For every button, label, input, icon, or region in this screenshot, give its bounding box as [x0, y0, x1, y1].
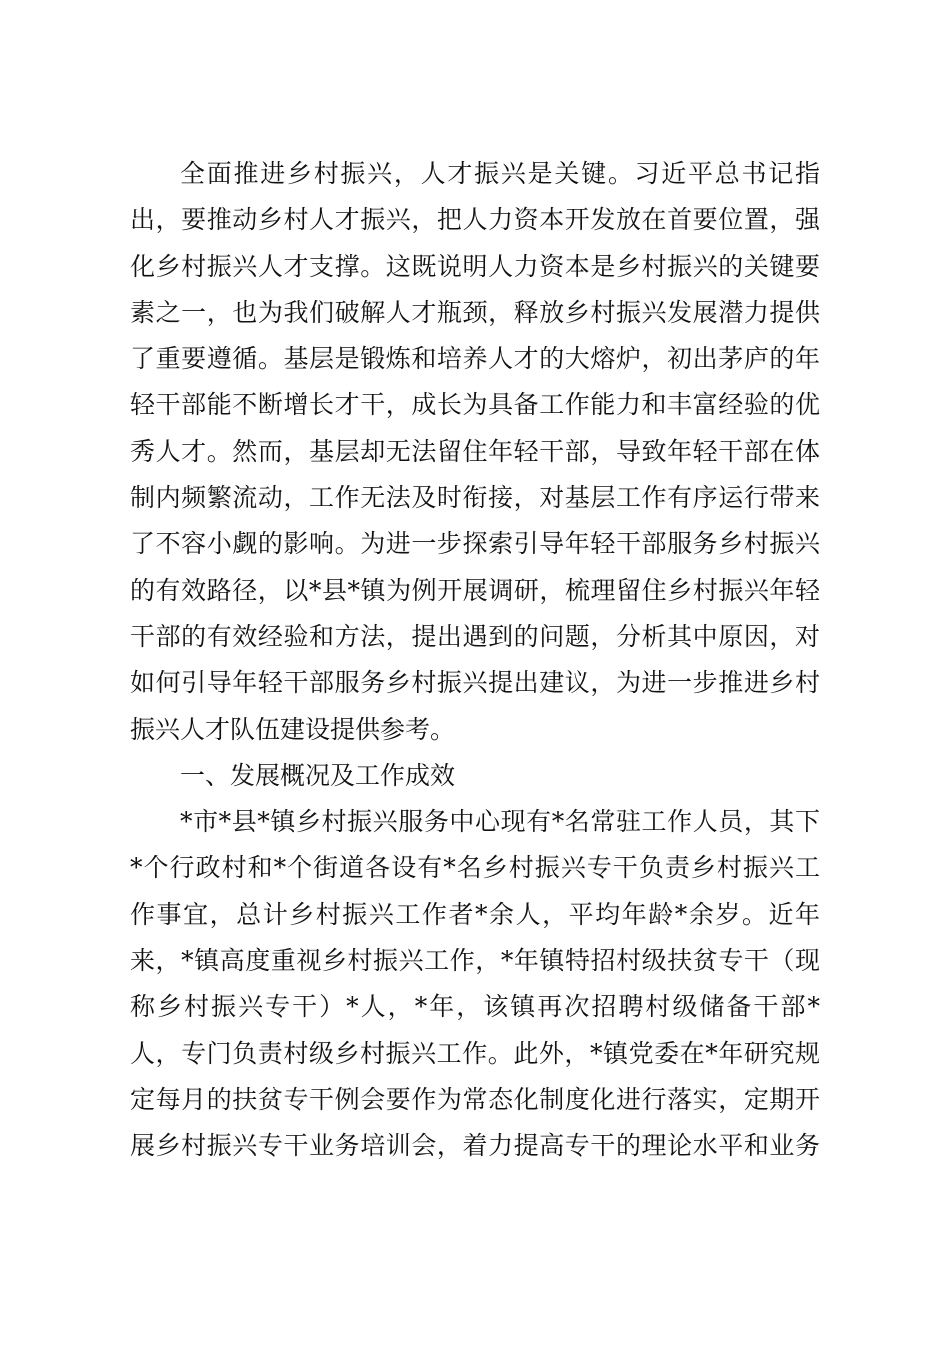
paragraph-overview: [130, 799, 820, 1169]
text-line: 了不容小觑的影响。为进一步探索引导年轻干部服务乡村振兴: [130, 529, 820, 559]
text-line: 干部的有效经验和方法，提出遇到的问题，分析其中原因，对: [130, 621, 820, 651]
heading-line: 一、发展概况及工作成效: [180, 760, 456, 790]
text-line: 称乡村振兴专干）*人，*年，该镇再次招聘村级储备干部*: [130, 992, 820, 1022]
section-heading: [130, 753, 820, 799]
text-line: *市*县*镇乡村振兴服务中心现有*名常驻工作人员，其下: [180, 807, 820, 837]
text-line: 来，*镇高度重视乡村振兴工作，*年镇特招村级扶贫专干（现: [130, 946, 820, 976]
text-line: 振兴人才队伍建设提供参考。: [130, 714, 456, 744]
text-line: 全面推进乡村振兴，人才振兴是关键。习近平总书记指: [180, 159, 820, 188]
text-line: 定每月的扶贫专干例会要作为常态化制度化进行落实，定期开: [130, 1084, 820, 1114]
text-line: *个行政村和*个街道各设有*名乡村振兴专干负责乡村振兴工: [130, 853, 820, 883]
text-line: 如何引导年轻干部服务乡村振兴提出建议，为进一步推进乡村: [130, 668, 820, 698]
text-line: 作事宜，总计乡村振兴工作者*余人，平均年龄*余岁。近年: [130, 899, 820, 929]
text-line: 展乡村振兴专干业务培训会，着力提高专干的理论水平和业务: [130, 1131, 820, 1161]
text-line: 了重要遵循。基层是锻炼和培养人才的大熔炉，初出茅庐的年: [130, 344, 820, 374]
text-line: 化乡村振兴人才支撑。这既说明人力资本是乡村振兴的关键要: [130, 251, 820, 281]
text-line: 出，要推动乡村人才振兴，把人力资本开发放在首要位置，强: [130, 205, 820, 235]
text-line: 的有效路径，以*县*镇为例开展调研，梳理留住乡村振兴年轻: [130, 575, 820, 605]
document-body: [130, 151, 820, 1170]
text-line: 素之一，也为我们破解人才瓶颈，释放乡村振兴发展潜力提供: [130, 297, 820, 327]
text-line: 秀人才。然而，基层却无法留住年轻干部，导致年轻干部在体: [130, 436, 820, 466]
paragraph-intro: [130, 151, 820, 753]
text-line: 制内频繁流动，工作无法及时衔接，对基层工作有序运行带来: [130, 483, 820, 513]
text-line: 轻干部能不断增长才干，成长为具备工作能力和丰富经验的优: [130, 390, 820, 420]
text-line: 人，专门负责村级乡村振兴工作。此外，*镇党委在*年研究规: [130, 1038, 820, 1068]
